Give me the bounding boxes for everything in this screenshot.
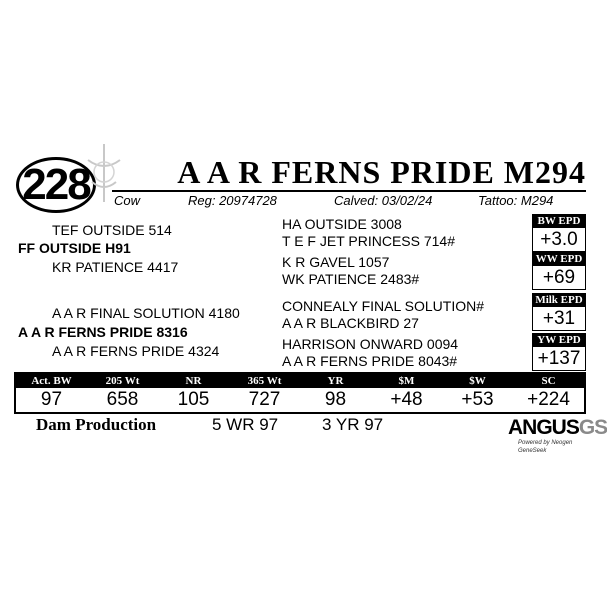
pedigree-right-4: WK PATIENCE 2483# <box>282 271 420 287</box>
pedigree-right-2: T E F JET PRINCESS 714# <box>282 233 455 249</box>
stat-label-act-bw: Act. BW <box>31 375 72 387</box>
stat-value-sc: +224 <box>527 389 570 410</box>
stat-value-365-wt: 727 <box>248 389 281 410</box>
epd-box-bw <box>532 214 586 252</box>
stat-label-yr: YR <box>327 375 344 387</box>
stat-label-sc: SC <box>541 375 556 387</box>
epd-label: YW EPD <box>533 334 585 347</box>
epd-box-ww <box>532 252 586 290</box>
stat-label-205-wt: 205 Wt <box>105 375 140 387</box>
logo-text-main: ANGUS <box>508 416 579 439</box>
stat-value-dollar-w: +53 <box>461 389 494 410</box>
pedigree-right-6: A A R BLACKBIRD 27 <box>282 315 419 331</box>
epd-value: +137 <box>537 348 581 369</box>
epd-box-yw <box>532 333 586 371</box>
stat-label-dollar-w: $W <box>469 375 486 387</box>
stat-value-nr: 105 <box>177 389 210 410</box>
epd-box-milk <box>532 293 586 331</box>
stat-label-dollar-m: $M <box>398 375 415 387</box>
pedigree-dam-dam: A A R FERNS PRIDE 4324 <box>52 343 220 359</box>
epd-label: BW EPD <box>533 215 585 228</box>
epd-label: Milk EPD <box>533 294 585 307</box>
pedigree-dam: A A R FERNS PRIDE 8316 <box>18 324 188 340</box>
epd-value: +69 <box>542 267 576 288</box>
stat-value-yr: 98 <box>324 389 347 410</box>
pedigree-right-1: HA OUTSIDE 3008 <box>282 216 402 232</box>
epd-label: WW EPD <box>533 253 585 266</box>
dam-production-label: Dam Production <box>36 415 157 434</box>
epd-value: +31 <box>542 308 576 329</box>
animal-name: A A R FERNS PRIDE M294 <box>177 154 586 190</box>
tattoo: Tattoo: M294 <box>478 193 554 208</box>
stat-value-act-bw: 97 <box>40 389 63 410</box>
pedigree-right-5: CONNEALY FINAL SOLUTION# <box>282 298 485 314</box>
calved-date: Calved: 03/02/24 <box>334 193 433 208</box>
stat-value-dollar-m: +48 <box>390 389 423 410</box>
epd-value: +3.0 <box>540 229 578 250</box>
pedigree-sire-dam: KR PATIENCE 4417 <box>52 259 179 275</box>
pedigree-sire-sire: TEF OUTSIDE 514 <box>52 222 172 238</box>
animal-sex: Cow <box>114 193 141 208</box>
logo-text-suffix: GS <box>578 416 607 439</box>
pedigree-right-7: HARRISON ONWARD 0094 <box>282 336 459 352</box>
logo-tagline: Powered by Neogen GeneSeek <box>518 440 573 454</box>
stat-label-365-wt: 365 Wt <box>247 375 282 387</box>
logo-wordmark <box>508 416 607 440</box>
title-divider <box>112 190 586 192</box>
angus-gs-logo <box>508 416 607 454</box>
pedigree-dam-sire: A A R FINAL SOLUTION 4180 <box>52 305 240 321</box>
pedigree-sire: FF OUTSIDE H91 <box>18 240 131 256</box>
dam-production-yr: 3 YR 97 <box>322 415 384 434</box>
lot-number: 228 <box>22 160 90 209</box>
pedigree-right-8: A A R FERNS PRIDE 8043# <box>282 353 458 369</box>
pedigree-right-3: K R GAVEL 1057 <box>282 254 390 270</box>
stat-label-nr: NR <box>185 375 202 387</box>
registration-number: Reg: 20974728 <box>188 193 277 208</box>
performance-stats-table <box>14 372 586 414</box>
stat-value-205-wt: 658 <box>106 389 139 410</box>
dam-production-wr: 5 WR 97 <box>212 415 279 434</box>
